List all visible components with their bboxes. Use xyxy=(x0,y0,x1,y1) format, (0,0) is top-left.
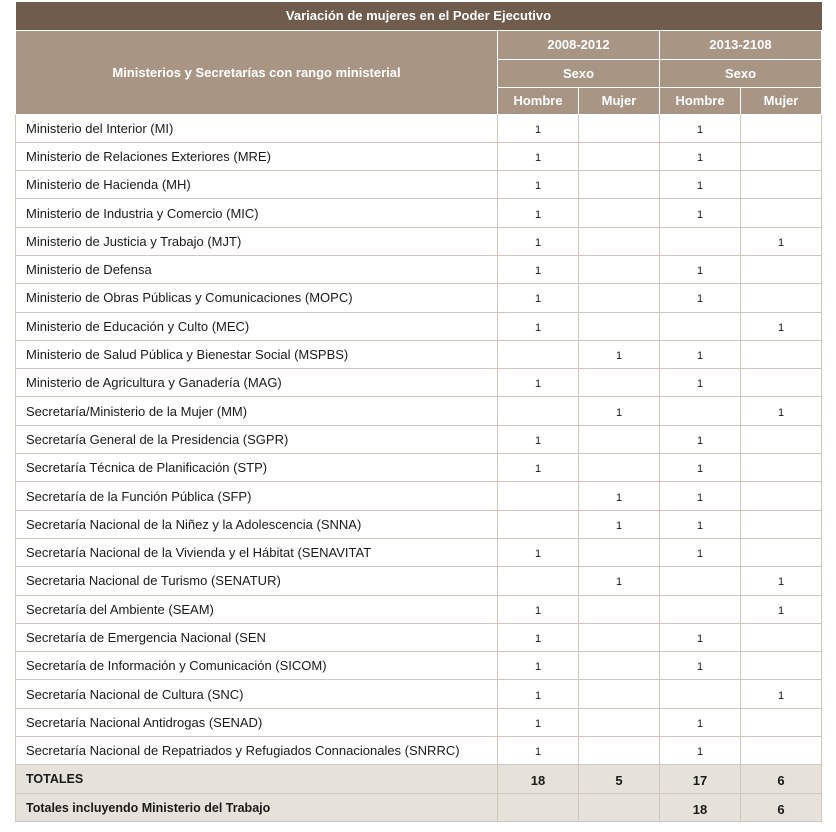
mujer-2013-cell: 1 xyxy=(741,397,822,425)
hombre-2013-cell: 1 xyxy=(660,510,741,538)
hombre-2008-cell: 1 xyxy=(498,595,579,623)
mujer-2008-cell: 1 xyxy=(579,397,660,425)
hombre-2008-cell xyxy=(498,482,579,510)
hombre-2013-cell: 1 xyxy=(660,652,741,680)
table-row xyxy=(16,652,822,680)
mujer-2008-cell xyxy=(579,680,660,708)
mujer-2013-cell xyxy=(741,482,822,510)
hombre-2013-cell: 1 xyxy=(660,482,741,510)
hombre-2008-cell: 1 xyxy=(498,623,579,651)
hombre-2008-cell xyxy=(498,340,579,368)
hombre-2008-cell xyxy=(498,510,579,538)
mujer-2008-cell xyxy=(579,652,660,680)
sexo-header-2: Sexo xyxy=(660,59,822,87)
mujer-2008-cell: 1 xyxy=(579,510,660,538)
entity-name: Ministerio de Defensa xyxy=(16,255,498,283)
mujer-2013-cell: 1 xyxy=(741,312,822,340)
mujer-2013-cell: 1 xyxy=(741,595,822,623)
table-row xyxy=(16,199,822,227)
hombre-2013-cell: 1 xyxy=(660,142,741,170)
hombre-2013-cell: 1 xyxy=(660,340,741,368)
hombre-2008-cell xyxy=(498,793,579,822)
hombre-2008-cell: 1 xyxy=(498,199,579,227)
hombre-2013-cell: 1 xyxy=(660,114,741,142)
entity-name: Secretaría del Ambiente (SEAM) xyxy=(16,595,498,623)
mujer-2013-cell xyxy=(741,369,822,397)
mujer-2008-cell xyxy=(579,284,660,312)
hombre-2013-cell: 1 xyxy=(660,623,741,651)
entity-name: Secretaría Nacional de Repatriados y Refugiados Connacionales (SNRRC) xyxy=(16,737,498,765)
mujer-2008-cell xyxy=(579,114,660,142)
table-row xyxy=(16,397,822,425)
mujer-2008-cell xyxy=(579,369,660,397)
entity-name: Ministerio del Interior (MI) xyxy=(16,114,498,142)
hombre-2013-cell: 17 xyxy=(660,765,741,794)
mujer-2013-cell xyxy=(741,708,822,736)
totals-row xyxy=(16,793,822,822)
mujer-2008-cell xyxy=(579,623,660,651)
hombre-2013-cell: 1 xyxy=(660,538,741,566)
table-row xyxy=(16,680,822,708)
mujer-2013-cell: 6 xyxy=(741,765,822,794)
hombre-2013-cell xyxy=(660,227,741,255)
mujer-2013-cell xyxy=(741,425,822,453)
mujer-2013-cell xyxy=(741,623,822,651)
totals-row xyxy=(16,765,822,794)
hombre-2008-cell xyxy=(498,397,579,425)
mujer-2008-cell xyxy=(579,538,660,566)
mujer-2008-cell: 1 xyxy=(579,340,660,368)
mujer-2008-cell xyxy=(579,142,660,170)
hombre-2008-cell: 1 xyxy=(498,652,579,680)
table-row xyxy=(16,284,822,312)
hombre-2008-cell: 1 xyxy=(498,312,579,340)
hombre-2008-cell: 18 xyxy=(498,765,579,794)
hombre-2008-cell: 1 xyxy=(498,114,579,142)
mujer-2013-cell xyxy=(741,114,822,142)
entity-name: Secretaría de Información y Comunicación (SICOM) xyxy=(16,652,498,680)
hombre-2008-cell: 1 xyxy=(498,680,579,708)
mujer-2013-cell xyxy=(741,142,822,170)
mujer-2013-cell xyxy=(741,652,822,680)
mujer-2008-cell xyxy=(579,425,660,453)
entity-name: Ministerio de Educación y Culto (MEC) xyxy=(16,312,498,340)
hombre-2013-cell: 1 xyxy=(660,255,741,283)
hombre-2008-cell: 1 xyxy=(498,227,579,255)
hombre-2013-cell xyxy=(660,312,741,340)
hombre-2013-cell: 18 xyxy=(660,793,741,822)
table-row xyxy=(16,595,822,623)
entity-name: Secretaria Nacional de Turismo (SENATUR) xyxy=(16,567,498,595)
table-row xyxy=(16,482,822,510)
mujer-2013-cell xyxy=(741,199,822,227)
entity-name: Secretaría Nacional de la Vivienda y el Hábitat (SENAVITAT xyxy=(16,538,498,566)
mujer-2008-cell xyxy=(579,708,660,736)
table-title: Variación de mujeres en el Poder Ejecutivo xyxy=(16,2,822,30)
table-row xyxy=(16,567,822,595)
hombre-2013-cell: 1 xyxy=(660,454,741,482)
mujer-header-2: Mujer xyxy=(741,87,822,114)
entity-name: Ministerio de Relaciones Exteriores (MRE) xyxy=(16,142,498,170)
table-container xyxy=(15,2,821,822)
mujer-2008-cell xyxy=(579,199,660,227)
table-row xyxy=(16,538,822,566)
mujer-2008-cell: 5 xyxy=(579,765,660,794)
mujer-2013-cell xyxy=(741,255,822,283)
hombre-2013-cell: 1 xyxy=(660,199,741,227)
hombre-2013-cell: 1 xyxy=(660,171,741,199)
hombre-2008-cell: 1 xyxy=(498,369,579,397)
mujer-2008-cell xyxy=(579,171,660,199)
mujer-2013-cell: 1 xyxy=(741,567,822,595)
hombre-header-1: Hombre xyxy=(498,87,579,114)
entity-name: Secretaría/Ministerio de la Mujer (MM) xyxy=(16,397,498,425)
table-body xyxy=(16,114,822,822)
hombre-2008-cell: 1 xyxy=(498,538,579,566)
hombre-2008-cell: 1 xyxy=(498,425,579,453)
table-row xyxy=(16,142,822,170)
totals-label: Totales incluyendo Ministerio del Trabajo xyxy=(16,793,498,822)
period-header-1: 2008-2012 xyxy=(498,30,660,59)
mujer-2008-cell: 1 xyxy=(579,482,660,510)
table-row xyxy=(16,171,822,199)
entity-name: Ministerio de Industria y Comercio (MIC) xyxy=(16,199,498,227)
hombre-2013-cell: 1 xyxy=(660,284,741,312)
mujer-2013-cell xyxy=(741,510,822,538)
entity-name: Ministerio de Obras Públicas y Comunicaciones (MOPC) xyxy=(16,284,498,312)
mujer-2013-cell xyxy=(741,284,822,312)
hombre-2008-cell: 1 xyxy=(498,171,579,199)
hombre-2008-cell: 1 xyxy=(498,255,579,283)
entity-name: Secretaría Nacional Antidrogas (SENAD) xyxy=(16,708,498,736)
table-row xyxy=(16,227,822,255)
mujer-2008-cell xyxy=(579,454,660,482)
women-executive-table xyxy=(15,2,822,822)
header-row-periods xyxy=(16,30,822,59)
mujer-2008-cell xyxy=(579,595,660,623)
table-row xyxy=(16,255,822,283)
mujer-2013-cell: 1 xyxy=(741,227,822,255)
hombre-2013-cell: 1 xyxy=(660,708,741,736)
row-header: Ministerios y Secretarías con rango ministerial xyxy=(16,30,498,114)
mujer-2013-cell xyxy=(741,538,822,566)
hombre-2008-cell: 1 xyxy=(498,142,579,170)
table-row xyxy=(16,114,822,142)
mujer-2013-cell: 6 xyxy=(741,793,822,822)
entity-name: Ministerio de Hacienda (MH) xyxy=(16,171,498,199)
table-row xyxy=(16,737,822,765)
hombre-2013-cell: 1 xyxy=(660,369,741,397)
table-row xyxy=(16,623,822,651)
sexo-header-1: Sexo xyxy=(498,59,660,87)
mujer-2008-cell: 1 xyxy=(579,567,660,595)
mujer-2008-cell xyxy=(579,312,660,340)
hombre-2013-cell xyxy=(660,397,741,425)
table-row xyxy=(16,312,822,340)
entity-name: Ministerio de Salud Pública y Bienestar Social (MSPBS) xyxy=(16,340,498,368)
table-row xyxy=(16,510,822,538)
title-row xyxy=(16,2,822,30)
mujer-2008-cell xyxy=(579,255,660,283)
mujer-2013-cell xyxy=(741,340,822,368)
table-row xyxy=(16,708,822,736)
entity-name: Ministerio de Agricultura y Ganadería (MAG) xyxy=(16,369,498,397)
entity-name: Secretaría General de la Presidencia (SGPR) xyxy=(16,425,498,453)
hombre-2008-cell: 1 xyxy=(498,454,579,482)
mujer-2008-cell xyxy=(579,793,660,822)
mujer-2013-cell xyxy=(741,737,822,765)
mujer-2008-cell xyxy=(579,737,660,765)
entity-name: Secretaría Nacional de Cultura (SNC) xyxy=(16,680,498,708)
entity-name: Secretaría de Emergencia Nacional (SEN xyxy=(16,623,498,651)
entity-name: Ministerio de Justicia y Trabajo (MJT) xyxy=(16,227,498,255)
mujer-2013-cell: 1 xyxy=(741,680,822,708)
hombre-2013-cell: 1 xyxy=(660,425,741,453)
period-header-2: 2013-2108 xyxy=(660,30,822,59)
hombre-2008-cell: 1 xyxy=(498,708,579,736)
table-row xyxy=(16,340,822,368)
hombre-header-2: Hombre xyxy=(660,87,741,114)
hombre-2013-cell xyxy=(660,680,741,708)
entity-name: Secretaría Nacional de la Niñez y la Adolescencia (SNNA) xyxy=(16,510,498,538)
table-row xyxy=(16,369,822,397)
hombre-2008-cell: 1 xyxy=(498,284,579,312)
mujer-header-1: Mujer xyxy=(579,87,660,114)
table-row xyxy=(16,454,822,482)
table-row xyxy=(16,425,822,453)
entity-name: Secretaría de la Función Pública (SFP) xyxy=(16,482,498,510)
mujer-2008-cell xyxy=(579,227,660,255)
hombre-2013-cell xyxy=(660,595,741,623)
totals-label: TOTALES xyxy=(16,765,498,794)
mujer-2013-cell xyxy=(741,171,822,199)
hombre-2013-cell xyxy=(660,567,741,595)
hombre-2008-cell xyxy=(498,567,579,595)
hombre-2013-cell: 1 xyxy=(660,737,741,765)
entity-name: Secretaría Técnica de Planificación (STP) xyxy=(16,454,498,482)
hombre-2008-cell: 1 xyxy=(498,737,579,765)
mujer-2013-cell xyxy=(741,454,822,482)
